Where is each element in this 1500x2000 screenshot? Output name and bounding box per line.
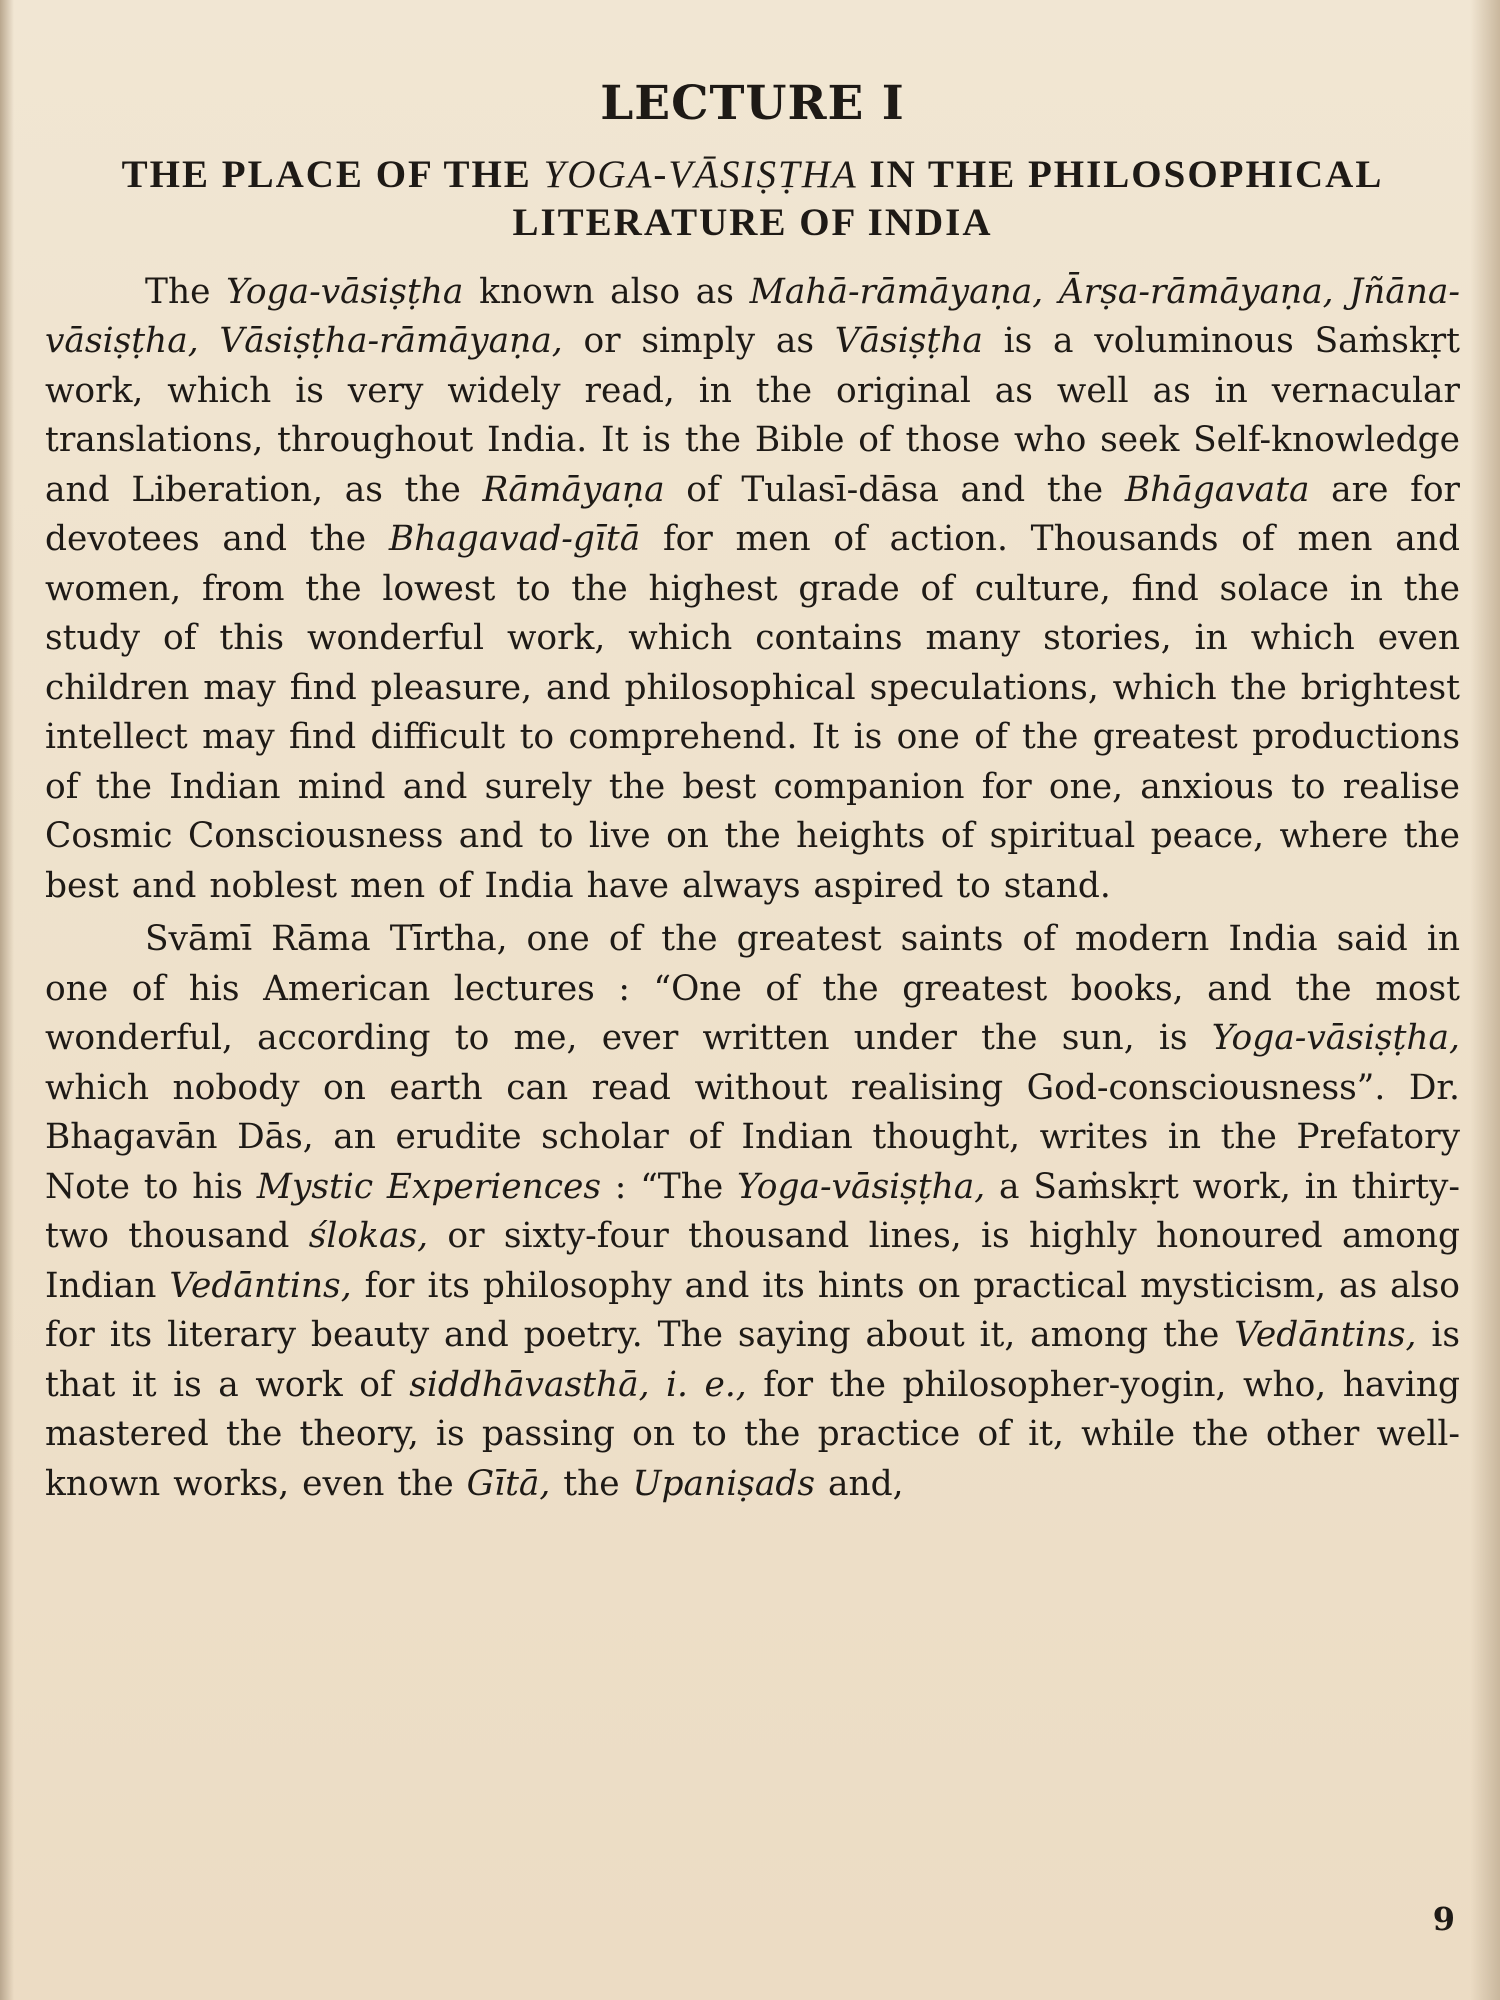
text-run: are for devotees and the xyxy=(45,469,1460,560)
page-content xyxy=(45,76,1460,1509)
paragraph xyxy=(45,915,1460,1509)
italic-text: Rāmāyaṇa xyxy=(482,469,665,510)
text-run: is a voluminous Saṁskṛt work, which is very widely read, in the original as well as in vernacular translations, throughout India. It is the Bible of those who seek Self-knowledge and Liberation, as the xyxy=(45,321,1460,510)
italic-text: Yoga-vāsiṣṭha, xyxy=(737,1166,986,1207)
italic-text: Vedāntins, xyxy=(1234,1315,1417,1356)
text-run: known also as xyxy=(463,271,750,312)
italic-text: Upaniṣads xyxy=(632,1463,816,1504)
text-run: Svāmī Rāma Tīrtha, one of the greatest saints of modern India said in one of his American lectures : “One of the greatest books, and the most wonderful, according to me, ever written under the sun, is xyxy=(45,919,1460,1059)
text-run: for the philosopher-yogin, who, having mastered the theory, is passing on to the practice of it, while the other well-known works, even the xyxy=(45,1364,1460,1504)
italic-text: ślokas, xyxy=(308,1216,429,1257)
italic-text: Yoga-vāsiṣṭha xyxy=(226,271,464,312)
page-shadow-right xyxy=(1470,0,1500,2000)
text-run: for men of action. Thousands of men and women, from the lowest to the highest grade of culture, find solace in the study of this wonderful work, which contains many stories, in which even children may find pleasure, and philosophical speculations, which the brightest intellect may find difficult to comprehend. It is one of the greatest productions of the Indian mind and surely the best companion for one, anxious to realise Cosmic Consciousness and to live on the heights of spiritual peace, where the best and noblest men of India have always aspired to stand. xyxy=(45,519,1460,906)
text-run: of Tulasī-dāsa and the xyxy=(664,469,1125,510)
text-run: or sixty-four thousand lines, is highly honoured among Indian xyxy=(45,1216,1460,1306)
italic-text: siddhāvasthā, i. e., xyxy=(409,1364,747,1405)
text-run: for its philosophy and its hints on practical mysticism, as also for its literary beauty and poetry. The saying about it, among the xyxy=(45,1265,1460,1356)
chapter-title-part2: IN THE PHILOSOPHICAL LITERATURE OF INDIA xyxy=(512,153,1384,245)
chapter-title-italic: YOGA-VĀSIṢṬHA xyxy=(543,153,858,196)
text-run: the xyxy=(550,1463,633,1504)
italic-text: Bhagavad-gītā xyxy=(388,519,641,560)
body-text xyxy=(45,268,1460,1510)
text-run: The xyxy=(145,271,227,312)
italic-text: Vedāntins, xyxy=(169,1265,352,1306)
page-number: 9 xyxy=(1432,1900,1455,1938)
italic-text: Vāsiṣṭha xyxy=(834,321,983,362)
text-run: : “The xyxy=(600,1166,738,1207)
chapter-title-part1: THE PLACE OF THE xyxy=(121,153,544,196)
italic-text: Mystic Experiences xyxy=(256,1166,601,1207)
paragraph xyxy=(45,268,1460,912)
italic-text: Bhāgavata xyxy=(1124,469,1310,510)
chapter-title xyxy=(45,151,1460,248)
text-run: or simply as xyxy=(562,321,835,362)
lecture-heading: LECTURE I xyxy=(600,76,905,131)
text-run: and, xyxy=(815,1463,904,1504)
italic-text: Gītā, xyxy=(466,1463,551,1504)
text-run: a Saṁskṛt work, in thirty-two thousand xyxy=(45,1166,1460,1257)
text-run: which nobody on earth can read without realising God-consciousness”. Dr. Bhagavān Dās, an erudite scholar of Indian thought, writes in the Prefatory Note to his xyxy=(45,1067,1460,1207)
italic-text: Yoga-vāsiṣṭha, xyxy=(1211,1018,1460,1059)
page-shadow-left xyxy=(0,0,14,2000)
italic-text: Mahā-rāmāyaṇa, Ārṣa-rāmāyaṇa, Jñāna-vāsiṣṭha, Vāsiṣṭha-rāmāyaṇa, xyxy=(45,271,1460,362)
text-run: is that it is a work of xyxy=(45,1315,1460,1405)
